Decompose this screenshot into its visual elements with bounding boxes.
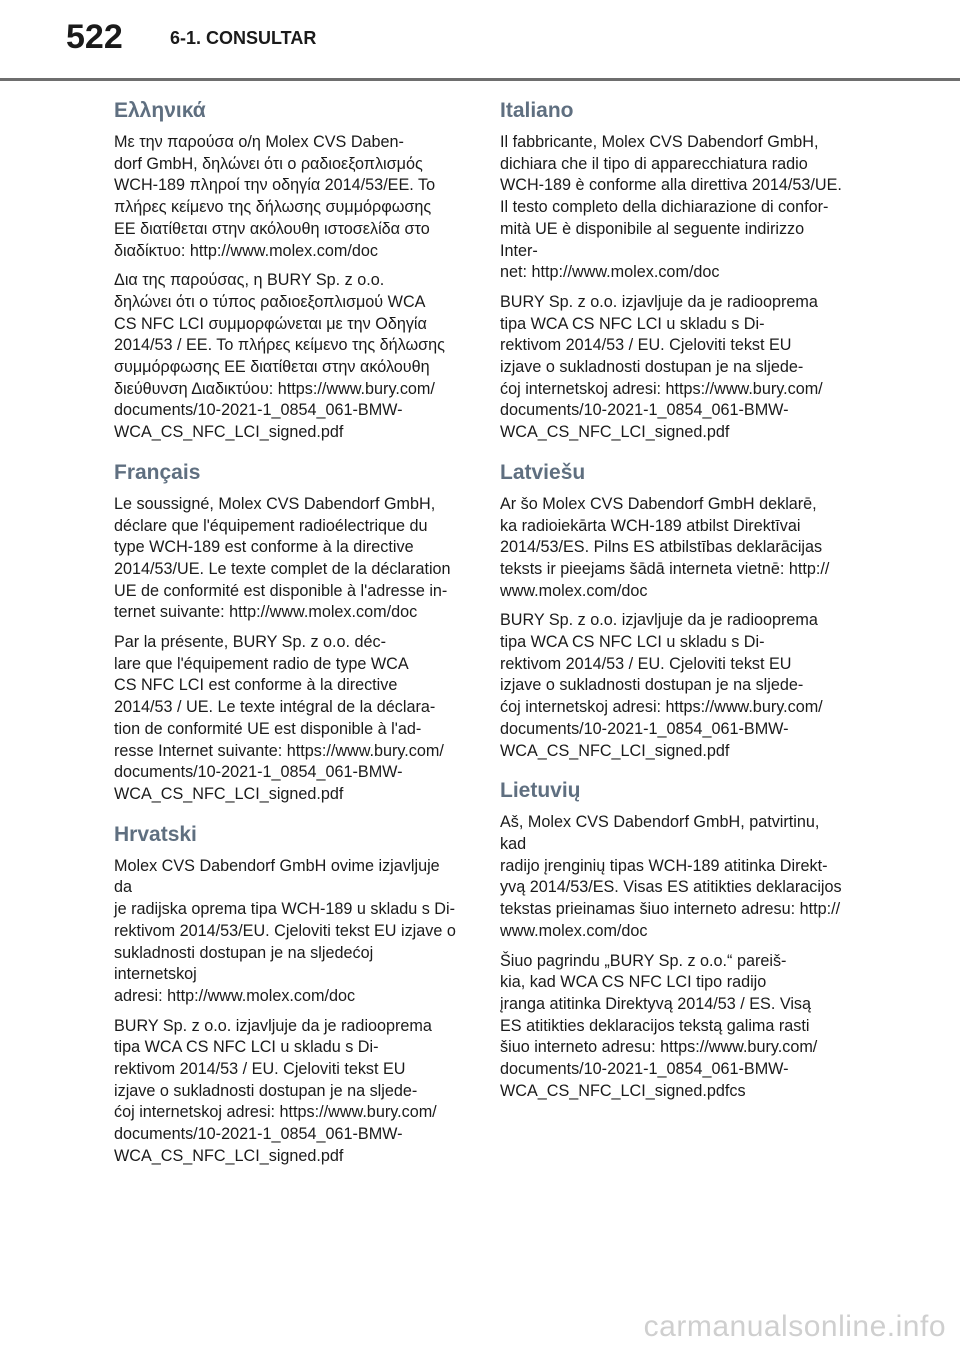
paragraph: Aš, Molex CVS Dabendorf GmbH, patvirtinu, kad radijo įrenginių tipas WCH-189 atitinka Direkt- yvą 2014/53/ES. Visas ES atitikties deklaracijos tekstas prieinamas šiuo interneto adresu: http:// www.molex.com/doc — [500, 813, 842, 940]
paragraph: Molex CVS Dabendorf GmbH ovime izjavljuje da je radijska oprema tipa WCH-189 u skladu s Di- rektivom 2014/53/EU. Cjeloviti tekst EU izjave o sukladnosti dostupan je na sljedećoj internetskoj adresi: http://www.molex.com/doc — [114, 856, 456, 1005]
paragraph: Šiuo pagrindu „BURY Sp. z o.o.“ pareiš- kia, kad WCA CS NFC LCI tipo radijo įranga atitinka Direktyvą 2014/53 / ES. Visą ES atitikties deklaracijos tekstą galima rasti šiuo interneto adresu: https://www.bury.com/ documents/10-2021-1_0854_061-BMW- WCA_CS_NFC_LCI_signed.pdfcs — [500, 951, 818, 1100]
page-header — [0, 0, 960, 82]
section-french — [114, 458, 456, 806]
page-number: 522 — [66, 18, 123, 56]
right-column — [500, 96, 842, 1116]
paragraph: Il fabbricante, Molex CVS Dabendorf GmbH, dichiara che il tipo di apparecchiatura radio WCH-189 è conforme alla direttiva 2014/53/UE. Il testo completo della dichiarazione di confor- mità UE è disponibile al seguente indirizzo Inter- net: http://www.molex.com/doc — [500, 133, 842, 282]
section-heading: Hrvatski — [114, 822, 197, 846]
section-italian — [500, 96, 842, 444]
paragraph: BURY Sp. z o.o. izjavljuje da je radiooprema tipa WCA CS NFC LCI u skladu s Di- rektivom 2014/53 / EU. Cjeloviti tekst EU izjave o sukladnosti dostupan je na sljede- ćoj internetskoj adresi: https://www.bury.com/ documents/10-2021-1_0854_061-BMW- WCA_CS_NFC_LCI_signed.pdf — [500, 292, 823, 442]
header-divider — [0, 78, 960, 81]
paragraph: BURY Sp. z o.o. izjavljuje da je radiooprema tipa WCA CS NFC LCI u skladu s Di- rektivom 2014/53 / EU. Cjeloviti tekst EU izjave o sukladnosti dostupan je na sljede- ćoj internetskoj adresi: https://www.bury.com/ documents/10-2021-1_0854_061-BMW- WCA_CS_NFC_LCI_signed.pdf — [114, 1016, 437, 1165]
section-heading: Latviešu — [500, 460, 586, 484]
paragraph: Με την παρούσα ο/η Molex CVS Daben- dorf GmbH, δηλώνει ότι ο ραδιοεξοπλισμός WCH-189 πληροί την οδηγία 2014/53/ΕΕ. Το πλήρες κείμενο της δήλωσης συμμόρφωσης ΕΕ διατίθεται στην ακόλουθη ιστοσελίδα στο διαδίκτυο: http://www.molex.com/doc — [114, 133, 436, 260]
section-heading: Ελληνικά — [114, 99, 206, 122]
chapter-title: 6-1. CONSULTAR — [170, 28, 317, 48]
paragraph: Ar šo Molex CVS Dabendorf GmbH deklarē, ka radioiekārta WCH-189 atbilst Direktīvai 2014/53/ES. Pilns ES atbilstības deklarācijas teksts ir pieejams šādā interneta vietnē: http:// www.molex.com/doc — [500, 494, 830, 600]
section-heading: Français — [114, 460, 201, 484]
section-croatian — [114, 820, 456, 1168]
left-column — [114, 96, 456, 1182]
section-greek — [114, 96, 456, 444]
paragraph: Le soussigné, Molex CVS Dabendorf GmbH, déclare que l'équipement radioélectrique du type WCH-189 est conforme à la directive 2014/53/UE. Le texte complet de la déclaration UE de conformité est disponible à l'adresse in- ternet suivante: http://www.molex.com/doc — [114, 494, 451, 622]
paragraph: BURY Sp. z o.o. izjavljuje da je radiooprema tipa WCA CS NFC LCI u skladu s Di- rektivom 2014/53 / EU. Cjeloviti tekst EU izjave o sukladnosti dostupan je na sljede- ćoj internetskoj adresi: https://www.bury.com/ documents/10-2021-1_0854_061-BMW- WCA_CS_NFC_LCI_signed.pdf — [500, 611, 823, 760]
section-heading: Lietuvių — [500, 779, 581, 803]
watermark: carmanualsonline.info — [643, 1310, 946, 1343]
section-heading: Italiano — [500, 99, 574, 122]
section-latvian — [500, 458, 842, 762]
paragraph: Par la présente, BURY Sp. z o.o. déc- lare que l'équipement radio de type WCA CS NFC LCI est conforme à la directive 2014/53 / UE. Le texte intégral de la déclara- tion de conformité UE est disponible à l'ad- resse Internet suivante: https://www.bury.com/ documents/10-2021-1_0854_061-BMW- WCA_CS_NFC_LCI_signed.pdf — [114, 633, 444, 803]
paragraph: Δια της παρούσας, η BURY Sp. z o.o. δηλώνει ότι ο τύπος ραδιοεξοπλισμού WCA CS NFC LCI συμμορφώνεται με την Οδηγία 2014/53 / ΕΕ. Το πλήρες κείμενο της δήλωσης συμμόρφωσης ΕΕ διατίθεται στην ακόλουθη διεύθυνση Διαδικτύου: https://www.bury.com/ documents/10-2021-1_0854_061-BMW- WCA_CS_NFC_LCI_signed.pdf — [114, 271, 445, 442]
section-lithuanian — [500, 776, 842, 1102]
